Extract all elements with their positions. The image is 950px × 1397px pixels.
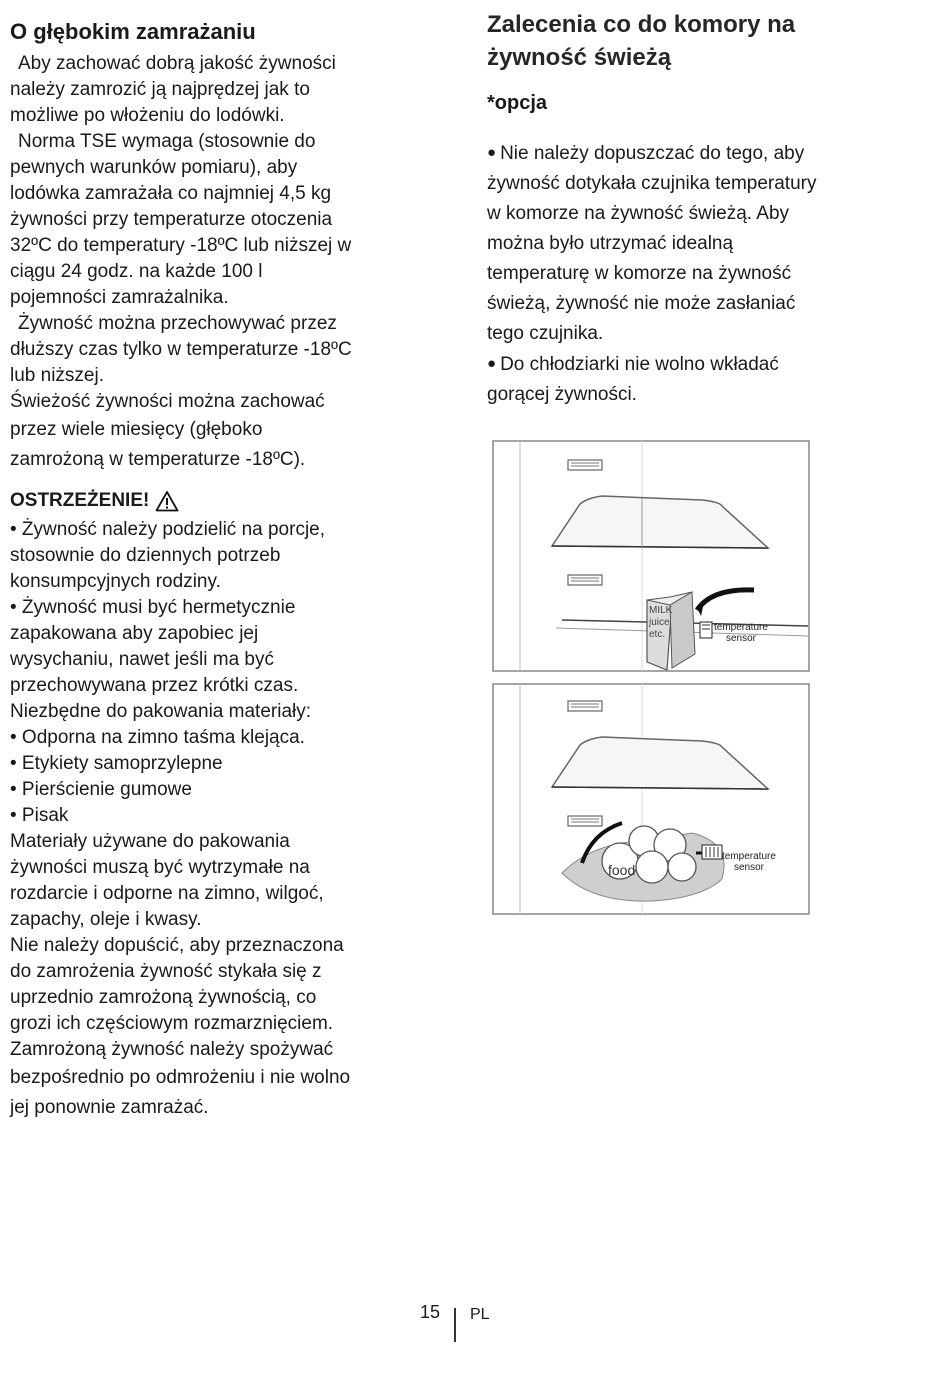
warning-line: • Żywność musi być hermetycznie	[10, 597, 296, 618]
warning-body	[10, 517, 450, 1123]
warning-line: • Żywność należy podzielić na porcje,	[10, 519, 326, 540]
sensor-label-1: temperature	[722, 851, 776, 862]
warning-title: OSTRZEŻENIE!	[10, 490, 150, 511]
para-line: przez wiele miesięcy (głęboko	[10, 419, 263, 440]
warning-line: konsumpcyjnych rodziny.	[10, 571, 221, 592]
sensor-label-1: temperature	[714, 622, 768, 633]
para-line: pewnych warunków pomiaru), aby	[10, 157, 298, 178]
bullet-line: gorącej żywności.	[487, 384, 637, 405]
left-column	[10, 0, 450, 1123]
right-column	[487, 0, 907, 410]
bullet-dot-icon: ●	[487, 144, 497, 161]
bullet-line: temperaturę w komorze na żywność	[487, 263, 792, 284]
section-title-fresh-food	[487, 8, 907, 74]
para-line: Norma TSE wymaga (stosownie do	[18, 131, 316, 152]
warning-line: wysychaniu, nawet jeśli ma być	[10, 649, 274, 670]
para-line: pojemności zamrażalnika.	[10, 287, 229, 308]
warning-line: rozdarcie i odporne na zimno, wilgoć,	[10, 883, 324, 904]
warning-triangle-icon	[155, 490, 179, 512]
para-line: należy zamrozić ją najprędzej jak to	[10, 79, 310, 100]
para-line: możliwe po włożeniu do lodówki.	[10, 105, 285, 126]
bullet-line: świeżą, żywność nie może zasłaniać	[487, 293, 796, 314]
bullet-line: można było utrzymać idealną	[487, 233, 734, 254]
warning-line: Materiały używane do pakowania	[10, 831, 290, 852]
para-line: zamrożoną w temperaturze -18ºC).	[10, 449, 306, 470]
warning-line: bezpośrednio po odmrożeniu i nie wolno	[10, 1067, 351, 1088]
option-note: *opcja	[487, 92, 548, 114]
para-line: żywności przy temperaturze otoczenia	[10, 209, 333, 230]
bullet-line	[487, 138, 907, 169]
left-body	[10, 51, 450, 475]
bullet-dot-icon: ●	[487, 355, 497, 372]
warning-line: • Pierścienie gumowe	[10, 779, 192, 800]
food-label: food	[608, 862, 636, 878]
bullet-line: w komorze na żywność świeżą. Aby	[487, 203, 790, 224]
sensor-label-2: sensor	[734, 862, 765, 873]
warning-line: grozi ich częściowym rozmarznięciem.	[10, 1013, 334, 1034]
sensor-label-2: sensor	[726, 633, 757, 644]
footer-divider	[454, 1308, 456, 1342]
language-code: PL	[470, 1306, 490, 1323]
warning-line: żywności muszą być wytrzymałe na	[10, 857, 310, 878]
warning-line: do zamrożenia żywność stykała się z	[10, 961, 322, 982]
warning-line: zapakowana aby zapobiec jej	[10, 623, 259, 644]
bullet-line	[487, 349, 907, 380]
warning-line: stosownie do dziennych potrzeb	[10, 545, 281, 566]
bullet-line: tego czujnika.	[487, 323, 604, 344]
fridge-illustration-food	[492, 683, 810, 915]
warning-heading	[10, 487, 450, 515]
warning-line: uprzednio zamrożoną żywnością, co	[10, 987, 317, 1008]
warning-line: Zamrożoną żywność należy spożywać	[10, 1039, 334, 1060]
warning-line: jej ponownie zamrażać.	[10, 1097, 209, 1118]
bullet-text: Nie należy dopuszczać do tego, aby	[500, 143, 805, 164]
para-line: Żywność można przechowywać przez	[18, 313, 337, 334]
title-line: Zalecenia co do komory na	[487, 11, 796, 38]
para-line: 32ºC do temperatury -18ºC lub niższej w	[10, 235, 352, 256]
para-line: Aby zachować dobrą jakość żywności	[18, 53, 336, 74]
warning-line: • Etykiety samoprzylepne	[10, 753, 223, 774]
bullet-text: Do chłodziarki nie wolno wkładać	[500, 354, 779, 375]
warning-line: Nie należy dopuścić, aby przeznaczona	[10, 935, 344, 956]
para-line: Świeżość żywności można zachować	[10, 391, 325, 412]
fridge-illustration-carton	[492, 440, 810, 672]
para-line: dłuższy czas tylko w temperaturze -18ºC	[10, 339, 352, 360]
warning-line: • Pisak	[10, 805, 69, 826]
carton-label-juice: juice	[649, 617, 670, 628]
warning-line: Niezbędne do pakowania materiały:	[10, 701, 312, 722]
para-line: lodówka zamrażała co najmniej 4,5 kg	[10, 183, 332, 204]
para-line: lub niższej.	[10, 365, 104, 386]
carton-label-milk: MILK	[649, 605, 673, 616]
title-line: żywność świeżą	[487, 44, 672, 71]
right-body	[487, 138, 907, 410]
warning-line: zapachy, oleje i kwasy.	[10, 909, 202, 930]
para-line: ciągu 24 godz. na każde 100 l	[10, 261, 263, 282]
page-number: 15	[420, 1302, 441, 1322]
section-title-deep-freezing: O głębokim zamrażaniu	[10, 19, 256, 44]
bullet-line: żywność dotykała czujnika temperatury	[487, 173, 817, 194]
carton-label-etc: etc.	[649, 629, 666, 640]
warning-line: przechowywana przez krótki czas.	[10, 675, 299, 696]
warning-line: • Odporna na zimno taśma klejąca.	[10, 727, 305, 748]
